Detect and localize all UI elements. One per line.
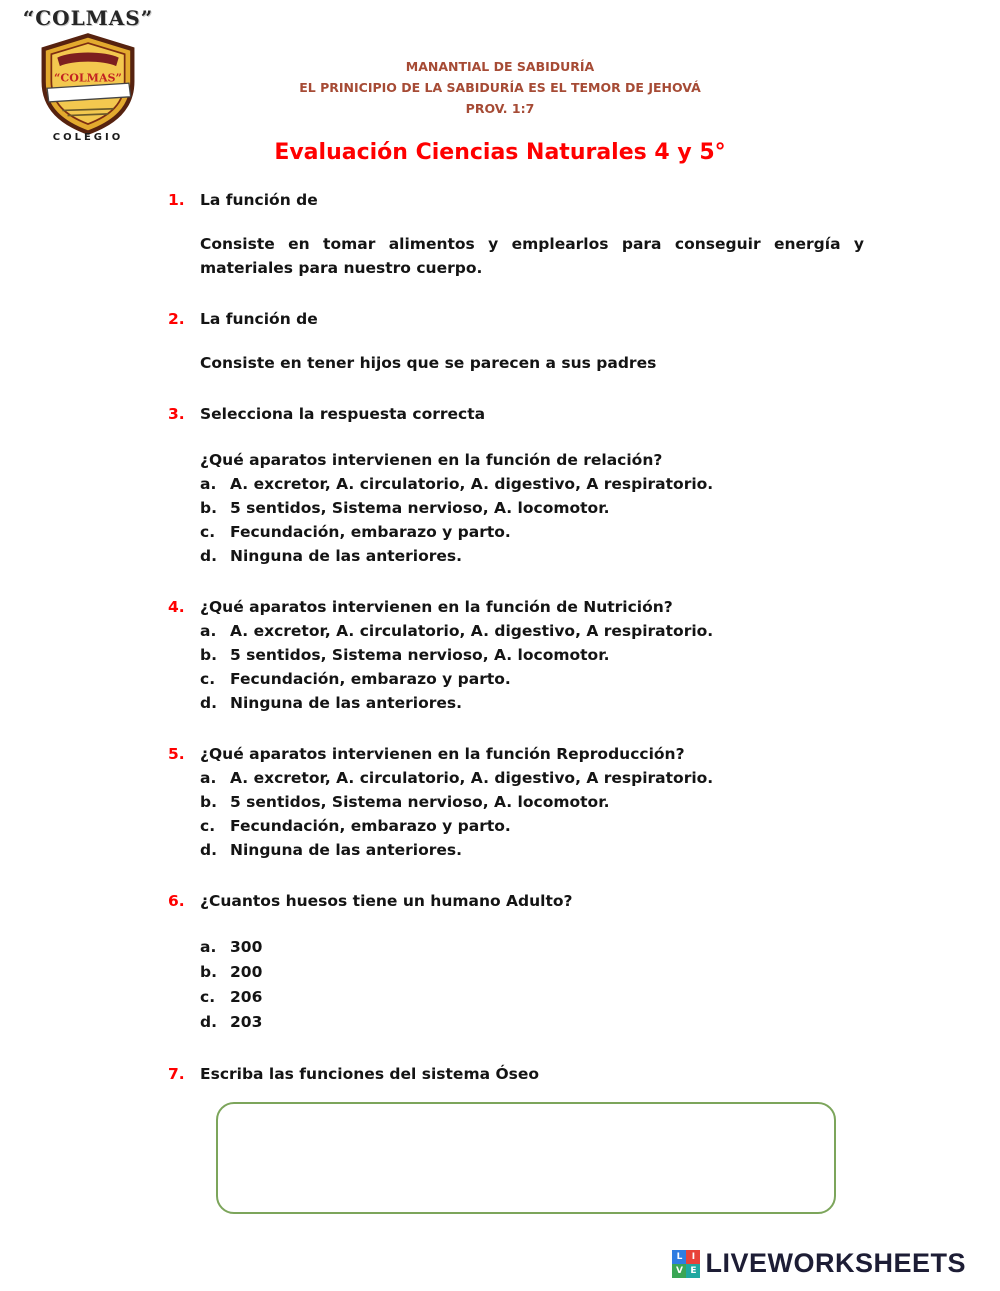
option-letter: d. (200, 694, 217, 712)
lw-icon-letter-i: I (686, 1250, 700, 1264)
option-text: Ninguna de las anteriores. (230, 841, 463, 859)
question-3 (168, 402, 864, 568)
question-5-option-a[interactable] (200, 766, 864, 790)
option-text: 5 sentidos, Sistema nervioso, A. locomotor. (230, 499, 610, 517)
question-2 (168, 307, 864, 375)
header-motto (0, 56, 1000, 119)
question-2-head (168, 307, 864, 331)
option-text: 203 (230, 1013, 263, 1031)
lw-icon-letter-v: V (672, 1264, 686, 1278)
question-5-option-b[interactable] (200, 790, 864, 814)
option-letter: b. (200, 793, 217, 811)
option-text: 200 (230, 963, 263, 981)
school-logo-colegio: COLEGIO (52, 132, 124, 143)
question-3-option-a[interactable] (200, 472, 864, 496)
option-letter: b. (200, 646, 217, 664)
question-4-option-c[interactable] (200, 667, 864, 691)
option-letter: c. (200, 523, 216, 541)
question-4 (168, 595, 864, 715)
question-7-head (168, 1062, 864, 1086)
option-text: A. excretor, A. circulatorio, A. digestivo, A respiratorio. (230, 622, 714, 640)
option-letter: a. (200, 938, 217, 956)
question-6-option-c[interactable] (200, 985, 864, 1010)
question-4-option-a[interactable] (200, 619, 864, 643)
question-1-head (168, 188, 864, 212)
option-text: Fecundación, embarazo y parto. (230, 670, 511, 688)
option-text: 300 (230, 938, 263, 956)
question-6-prompt: ¿Cuantos huesos tiene un humano Adulto? (200, 892, 573, 910)
option-letter: c. (200, 817, 216, 835)
question-3-option-d[interactable] (200, 544, 864, 568)
question-1-number: 1. (168, 191, 185, 209)
question-2-prompt: La función de (200, 310, 318, 328)
question-1-prompt: La función de (200, 191, 318, 209)
option-text: Fecundación, embarazo y parto. (230, 523, 511, 541)
question-4-prompt: ¿Qué aparatos intervienen en la función de Nutrición? (200, 598, 673, 616)
option-text: Ninguna de las anteriores. (230, 547, 463, 565)
question-7 (168, 1062, 864, 1214)
questions-area (168, 188, 864, 1214)
header-line-3: PROV. 1:7 (465, 101, 535, 116)
question-4-number: 4. (168, 598, 185, 616)
question-5-number: 5. (168, 745, 185, 763)
option-text: Fecundación, embarazo y parto. (230, 817, 511, 835)
question-6-option-a[interactable] (200, 935, 864, 960)
question-5-options (200, 766, 864, 862)
question-1-body: Consiste en tomar alimentos y emplearlos para conseguir energía y materiales para nuestro cuerpo. (200, 235, 864, 277)
liveworksheets-icon (672, 1250, 700, 1278)
question-3-option-b[interactable] (200, 496, 864, 520)
question-4-options (200, 619, 864, 715)
option-letter: c. (200, 988, 216, 1006)
option-text: 206 (230, 988, 263, 1006)
worksheet-title: Evaluación Ciencias Naturales 4 y 5° (274, 140, 726, 165)
liveworksheets-logo[interactable] (672, 1248, 966, 1279)
lw-icon-letter-e: E (686, 1264, 700, 1278)
question-3-number: 3. (168, 405, 185, 423)
option-letter: d. (200, 547, 217, 565)
question-3-option-c[interactable] (200, 520, 864, 544)
question-3-options (200, 472, 864, 568)
question-6-options (200, 935, 864, 1035)
option-letter: d. (200, 1013, 217, 1031)
option-text: 5 sentidos, Sistema nervioso, A. locomotor. (230, 793, 610, 811)
question-7-prompt: Escriba las funciones del sistema Óseo (200, 1065, 540, 1083)
option-letter: b. (200, 963, 217, 981)
question-6 (168, 889, 864, 1035)
question-3-prompt: Selecciona la respuesta correcta (200, 405, 486, 423)
option-text: A. excretor, A. circulatorio, A. digestivo, A respiratorio. (230, 769, 714, 787)
option-letter: a. (200, 769, 217, 787)
crest-badge-text: “COLMAS” (54, 71, 122, 85)
question-6-option-b[interactable] (200, 960, 864, 985)
question-5-prompt: ¿Qué aparatos intervienen en la función Reproducción? (200, 745, 685, 763)
option-letter: b. (200, 499, 217, 517)
option-letter: c. (200, 670, 216, 688)
option-text: 5 sentidos, Sistema nervioso, A. locomotor. (230, 646, 610, 664)
option-letter: a. (200, 622, 217, 640)
question-4-option-b[interactable] (200, 643, 864, 667)
question-7-number: 7. (168, 1065, 185, 1083)
option-letter: d. (200, 841, 217, 859)
question-3-subprompt: ¿Qué aparatos intervienen en la función de relación? (200, 451, 663, 469)
header-line-1: MANANTIAL DE SABIDURÍA (405, 59, 595, 74)
question-3-head (168, 402, 864, 426)
lw-icon-letter-l: L (672, 1250, 686, 1264)
question-4-option-d[interactable] (200, 691, 864, 715)
question-5-option-c[interactable] (200, 814, 864, 838)
question-5-option-d[interactable] (200, 838, 864, 862)
question-4-head (168, 595, 864, 619)
question-5-head (168, 742, 864, 766)
question-6-option-d[interactable] (200, 1010, 864, 1035)
school-logo-title: “COLMAS” (22, 6, 154, 30)
question-2-body: Consiste en tener hijos que se parecen a sus padres (200, 354, 657, 372)
question-5 (168, 742, 864, 862)
liveworksheets-wordmark: LIVEWORKSHEETS (705, 1248, 966, 1278)
header-line-2: EL PRINICIPIO DE LA SABIDURÍA ES EL TEMOR DE JEHOVÁ (299, 80, 701, 95)
question-6-head (168, 889, 864, 913)
option-text: A. excretor, A. circulatorio, A. digestivo, A respiratorio. (230, 475, 714, 493)
question-6-number: 6. (168, 892, 185, 910)
question-1 (168, 188, 864, 280)
option-text: Ninguna de las anteriores. (230, 694, 463, 712)
question-2-number: 2. (168, 310, 185, 328)
option-letter: a. (200, 475, 217, 493)
question-7-answer-box[interactable] (216, 1102, 836, 1214)
